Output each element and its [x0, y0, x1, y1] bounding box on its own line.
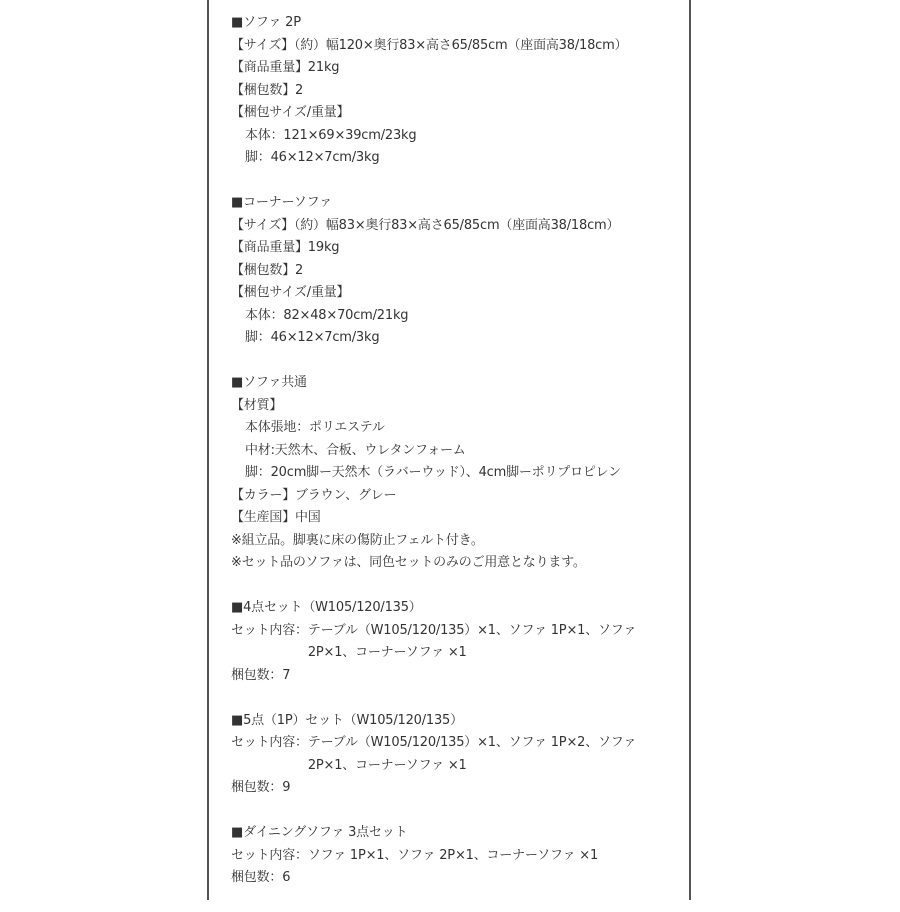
package-legs-line: 脚：46×12×7cm/3kg: [245, 150, 380, 165]
material-filling: 中材:天然木、合板、ウレタンフォーム: [245, 442, 466, 458]
package-legs-line: 脚：46×12×7cm/3kg: [245, 330, 380, 345]
section-title: ■ソファ 2P: [231, 15, 301, 30]
package-count-line: 梱包数：6: [231, 870, 291, 885]
spec-panel: [207, 0, 691, 900]
color-line: 【カラー】ブラウン、グレー: [231, 487, 397, 503]
material-upholstery: 本体張地：ポリエステル: [245, 420, 385, 435]
package-body-line: 本体：82×48×70cm/21kg: [245, 307, 409, 323]
section-sofa-common: [231, 372, 679, 575]
material-label: 【材質】: [231, 397, 283, 413]
section-title: ■ソファ共通: [231, 375, 307, 390]
set-contents-label: セット内容：: [231, 735, 308, 750]
section-title: ■5点（1P）セット（W105/120/135）: [231, 712, 463, 728]
set-contents-label: セット内容：: [231, 847, 308, 863]
package-size-label: 【梱包サイズ/重量】: [231, 105, 350, 120]
spec-content: [231, 12, 679, 912]
size-line: 【サイズ】（約）幅120×奥行83×高さ65/85cm（座面高38/18cm）: [231, 37, 628, 53]
section-4-piece-set: [231, 597, 679, 687]
package-count-line: 【梱包数】2: [231, 82, 304, 98]
set-contents-value: [308, 845, 598, 868]
set-contents-line-1: ソファ 1P×1、ソファ 2P×1、コーナーソファ ×1: [307, 847, 599, 863]
section-5-piece-set: [231, 710, 679, 800]
set-contents-value: [308, 620, 636, 665]
set-contents-line-2: 2P×1、コーナーソファ ×1: [307, 645, 467, 660]
material-legs: 脚：20cm脚ー天然木（ラバーウッド）、4cm脚ーポリプロピレン: [245, 465, 621, 480]
set-contents-line-1: テーブル（W105/120/135）×1、ソファ 1P×2、ソファ: [307, 735, 637, 750]
section-title: ■4点セット（W105/120/135）: [231, 600, 422, 615]
section-title: ■コーナーソファ: [231, 195, 332, 210]
size-line: 【サイズ】（約）幅83×奥行83×高さ65/85cm（座面高38/18cm）: [231, 217, 620, 233]
package-count-line: 【梱包数】2: [231, 262, 304, 278]
set-contents-label: セット内容：: [231, 622, 308, 638]
set-contents-line-2: 2P×1、コーナーソファ ×1: [307, 757, 467, 773]
package-count-line: 梱包数：7: [231, 667, 291, 683]
weight-line: 【商品重量】21kg: [231, 60, 340, 75]
section-dining-3-piece-set: [231, 822, 679, 890]
origin-line: 【生産国】中国: [231, 510, 321, 525]
set-contents: [231, 732, 679, 777]
section-sofa-2p: [231, 12, 679, 170]
set-contents: [231, 845, 679, 868]
section-title: ■ダイニングソファ 3点セット: [231, 825, 408, 840]
weight-line: 【商品重量】19kg: [231, 240, 340, 255]
package-size-label: 【梱包サイズ/重量】: [231, 285, 350, 300]
package-count-line: 梱包数：9: [231, 780, 291, 795]
set-contents-line-1: テーブル（W105/120/135）×1、ソファ 1P×1、ソファ: [307, 622, 637, 638]
set-contents-value: [308, 732, 636, 777]
assembly-note: ※組立品。脚裏に床の傷防止フェルト付き。: [231, 532, 484, 548]
section-corner-sofa: [231, 192, 679, 350]
package-body-line: 本体：121×69×39cm/23kg: [245, 127, 417, 143]
set-contents: [231, 620, 679, 665]
set-color-note: ※セット品のソファは、同色セットのみのご用意となります。: [231, 555, 586, 570]
